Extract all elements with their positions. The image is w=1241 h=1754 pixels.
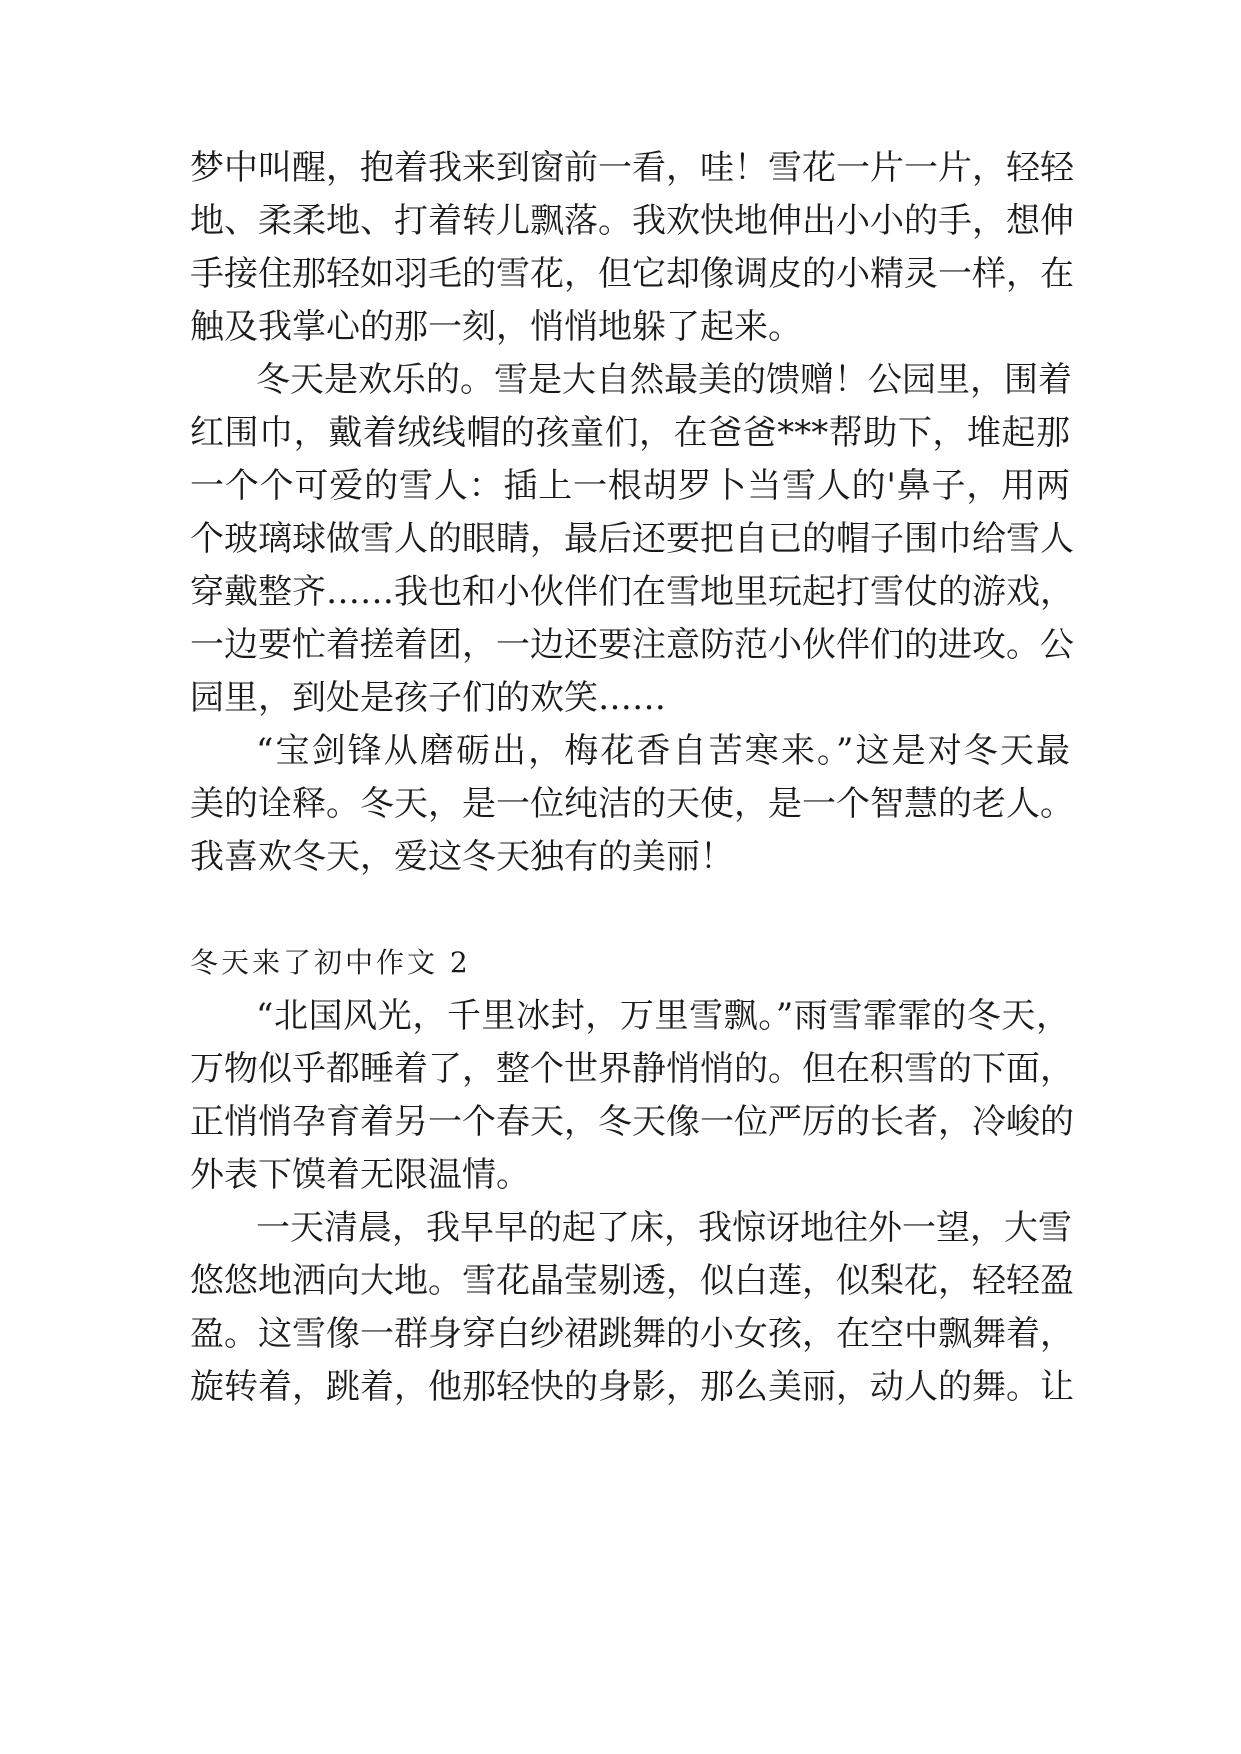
paragraph-2-line-3: 一个个可爱的雪人：插上一根胡罗卜当雪人的'鼻子，用两 xyxy=(190,466,1070,506)
paragraph-4-line-3: 正悄悄孕育着另一个春天，冬天像一位严厉的长者，冷峻的 xyxy=(190,1102,1074,1142)
paragraph-5-line-3: 盈。这雪像一群身穿白纱裙跳舞的小女孩，在空中飘舞着， xyxy=(190,1314,1074,1354)
paragraph-2-line-5: 穿戴整齐……我也和小伙伴们在雪地里玩起打雪仗的游戏， xyxy=(190,572,1074,612)
paragraph-4-line-2: 万物似乎都睡着了，整个世界静悄悄的。但在积雪的下面， xyxy=(190,1049,1074,1089)
paragraph-2-line-4: 个玻璃球做雪人的眼睛，最后还要把自已的帽子围巾给雪人 xyxy=(190,519,1074,559)
paragraph-5-line-1: 一天清晨，我早早的起了床，我惊讶地往外一望，大雪 xyxy=(256,1208,1072,1248)
paragraph-2-line-1: 冬天是欢乐的。雪是大自然最美的馈赠！公园里，围着 xyxy=(256,360,1072,400)
paragraph-4-line-4: 外表下馍着无限温情。 xyxy=(190,1155,530,1195)
paragraph-1-line-1: 梦中叫醒，抱着我来到窗前一看，哇！雪花一片一片，轻轻 xyxy=(190,148,1074,188)
paragraph-1-line-2: 地、柔柔地、打着转儿飘落。我欢快地伸出小小的手，想伸 xyxy=(190,201,1074,241)
paragraph-1-line-4: 触及我掌心的那一刻，悄悄地躲了起来。 xyxy=(190,307,802,347)
paragraph-3-line-2: 美的诠释。冬天，是一位纯洁的天使，是一个智慧的老人。 xyxy=(190,784,1074,824)
paragraph-3-line-1: “宝剑锋从磨砺出，梅花香自苦寒来。”这是对冬天最 xyxy=(256,731,1070,771)
paragraph-3-line-3: 我喜欢冬天，爱这冬天独有的美丽！ xyxy=(190,837,734,877)
paragraph-2-line-6: 一边要忙着搓着团，一边还要注意防范小伙伴们的进攻。公 xyxy=(190,625,1074,665)
paragraph-2-line-2: 红围巾，戴着绒线帽的孩童们，在爸爸***帮助下，堆起那 xyxy=(190,413,1070,453)
paragraph-5-line-4: 旋转着，跳着，他那轻快的身影，那么美丽，动人的舞。让 xyxy=(190,1367,1074,1407)
section-heading: 冬天来了初中作文 2 xyxy=(190,946,471,979)
paragraph-2-line-7: 园里，到处是孩子们的欢笑…… xyxy=(190,678,666,718)
paragraph-1-line-3: 手接住那轻如羽毛的雪花，但它却像调皮的小精灵一样，在 xyxy=(190,254,1074,294)
paragraph-5-line-2: 悠悠地洒向大地。雪花晶莹剔透，似白莲，似梨花，轻轻盈 xyxy=(190,1261,1074,1301)
paragraph-4-line-1: “北国风光，千里冰封，万里雪飘。”雨雪霏霏的冬天， xyxy=(256,996,1070,1036)
